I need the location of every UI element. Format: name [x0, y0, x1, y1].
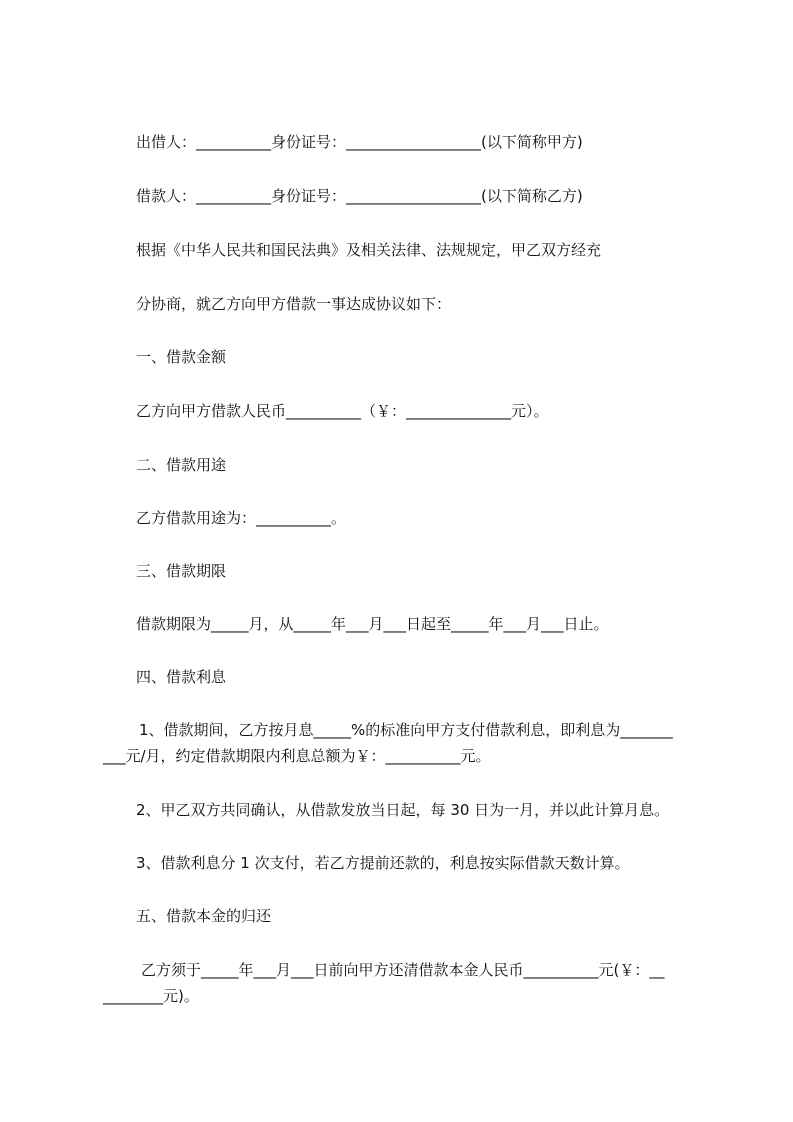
repayment-clause: 乙方须于_____年___月___日前向甲方还清借款本金人民币__________元(￥：__	[141, 961, 665, 979]
amount-clause: 乙方向甲方借款人民币__________（￥：______________元）。	[136, 402, 549, 420]
interest-clause-3: 3、借款利息分 1 次支付，若乙方提前还款的，利息按实际借款天数计算。	[136, 854, 630, 872]
interest-clause-1-cont: ___元/月，约定借款期限内利息总额为￥：__________元。	[103, 747, 491, 765]
section-heading-repayment: 五、借款本金的归还	[136, 907, 272, 925]
preamble-line-1: 根据《中华人民共和国民法典》及相关法律、法规规定，甲乙双方经充	[136, 241, 602, 259]
interest-clause-2: 2、甲乙双方共同确认，从借款发放当日起，每 30 日为一月，并以此计算月息。	[136, 801, 670, 819]
borrower-line: 借款人：__________身份证号：__________________(以下简称乙方)	[136, 187, 583, 205]
section-heading-interest: 四、借款利息	[136, 668, 227, 686]
repayment-clause-cont: ________元)。	[103, 987, 199, 1005]
lender-line: 出借人：__________身份证号：__________________(以下简称甲方)	[136, 133, 583, 151]
section-heading-amount: 一、借款金额	[136, 348, 227, 366]
purpose-clause: 乙方借款用途为：__________。	[136, 509, 347, 527]
preamble-line-2: 分协商，就乙方向甲方借款一事达成协议如下：	[136, 295, 452, 313]
term-clause: 借款期限为_____月，从_____年___月___日起至_____年___月___日止。	[136, 615, 609, 633]
section-heading-purpose: 二、借款用途	[136, 456, 227, 474]
section-heading-term: 三、借款期限	[136, 562, 227, 580]
interest-clause-1: 1、借款期间，乙方按月息_____%的标准向甲方支付借款利息，即利息为_______	[139, 721, 673, 739]
